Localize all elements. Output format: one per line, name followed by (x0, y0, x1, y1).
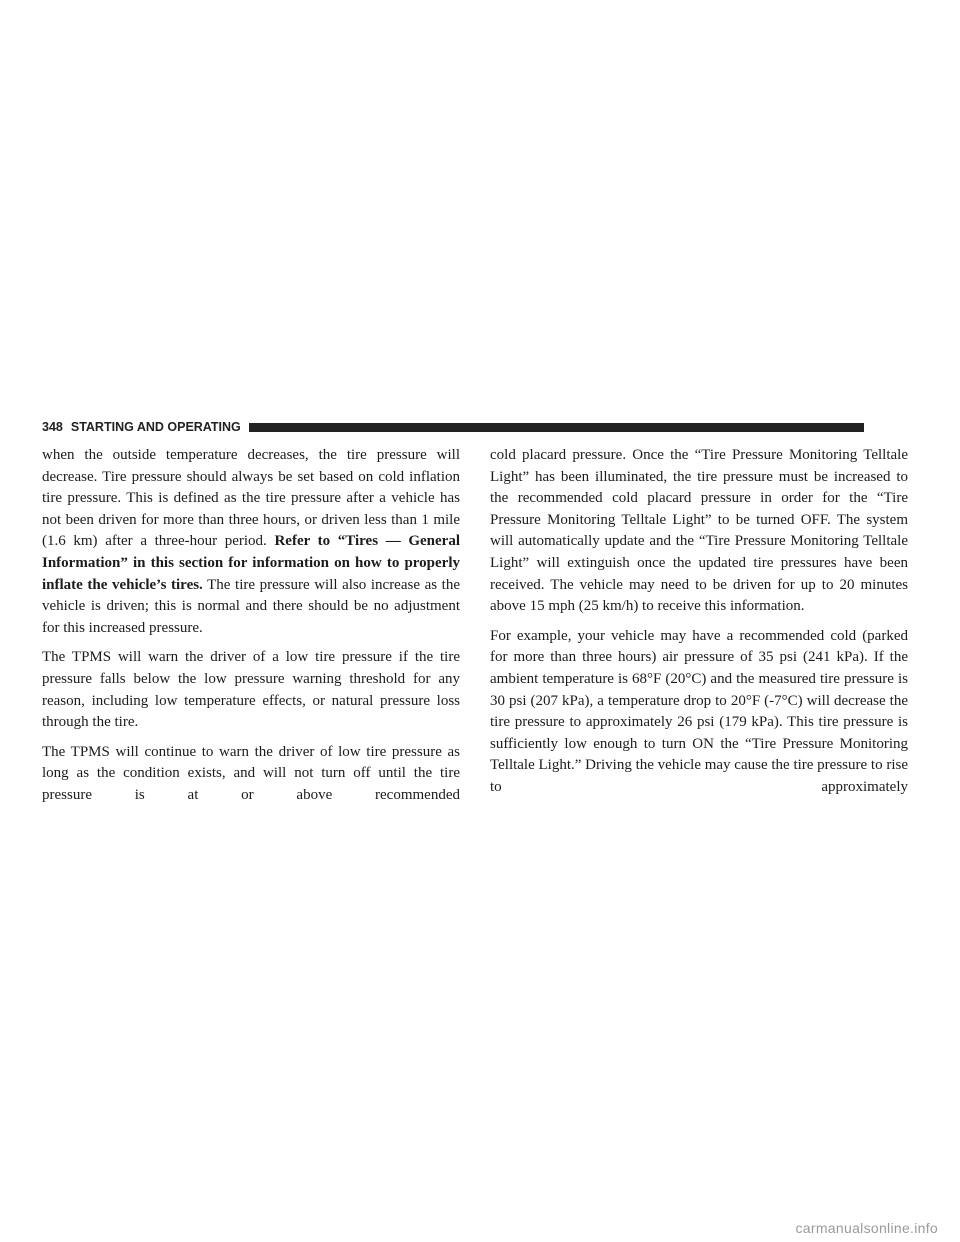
paragraph-tpms-continue: The TPMS will continue to warn the driver of low tire pressure as long as the condition exists, and will not turn off until the tire pressure is at or above recommended (42, 743, 460, 803)
watermark: carmanualsonline.info (795, 1220, 938, 1236)
section-title: STARTING AND OPERATING (70, 420, 241, 434)
paragraph-tpms-warning: The TPMS will warn the driver of a low tire pressure if the tire pressure falls below the low pressure warning threshold for any reason, including low temperature effects, or natural pressure loss through the tire. (42, 649, 460, 731)
tires-reference-note: Refer to “Tires — General Information” in this section for information on how to properly inflate the vehicle’s tires. (42, 533, 460, 593)
paragraph-example: For example, your vehicle may have a recommended cold (parked for more than three hours) air pressure of 35 psi (241 kPa). If the ambient temperature is 68°F (20°C) and the measured tire pressure is 30 psi (207 kPa), a temperature drop to 20°F (-7°C) will decrease the tire pressure to approximately 26 psi (179 kPa). This tire pressure is sufficiently low enough to turn ON the “Tire Pressure Monitoring Telltale Light.” Driving the vehicle may cause the tire pressure to rise to approximately (490, 627, 908, 795)
paragraph-text: when the outside temperature decreases, the tire pressure will decrease. Tire pressure should always be set based on cold inflation tire pressure. This is defined as the tire pressure after a vehicle has not been driven for more than three hours, or driven less than 1 mile (1.6 km) after a three-hour period. (42, 447, 460, 550)
paragraph-placard-pressure: cold placard pressure. Once the “Tire Pressure Monitoring Telltale Light” has been illuminated, the tire pressure must be increased to the recommended cold placard pressure in order for the “Tire Pressure Monitoring Telltale Light” to be turned OFF. The system will automatically update and the “Tire Pressure Monitoring Telltale Light” will extinguish once the updated tire pressures have been received. The vehicle may need to be driven for up to 20 minutes above 15 mph (25 km/h) to receive this information. (490, 447, 908, 615)
paragraph-text: The tire pressure will also increase as the vehicle is driven; this is normal and there should be no adjustment for this increased pressure. (42, 576, 460, 636)
right-column (490, 445, 908, 807)
page-header (42, 416, 864, 438)
header-rule (249, 423, 864, 432)
left-column (42, 445, 460, 815)
paragraph-cold-inflation (42, 445, 460, 639)
page-number: 348 (42, 420, 63, 434)
